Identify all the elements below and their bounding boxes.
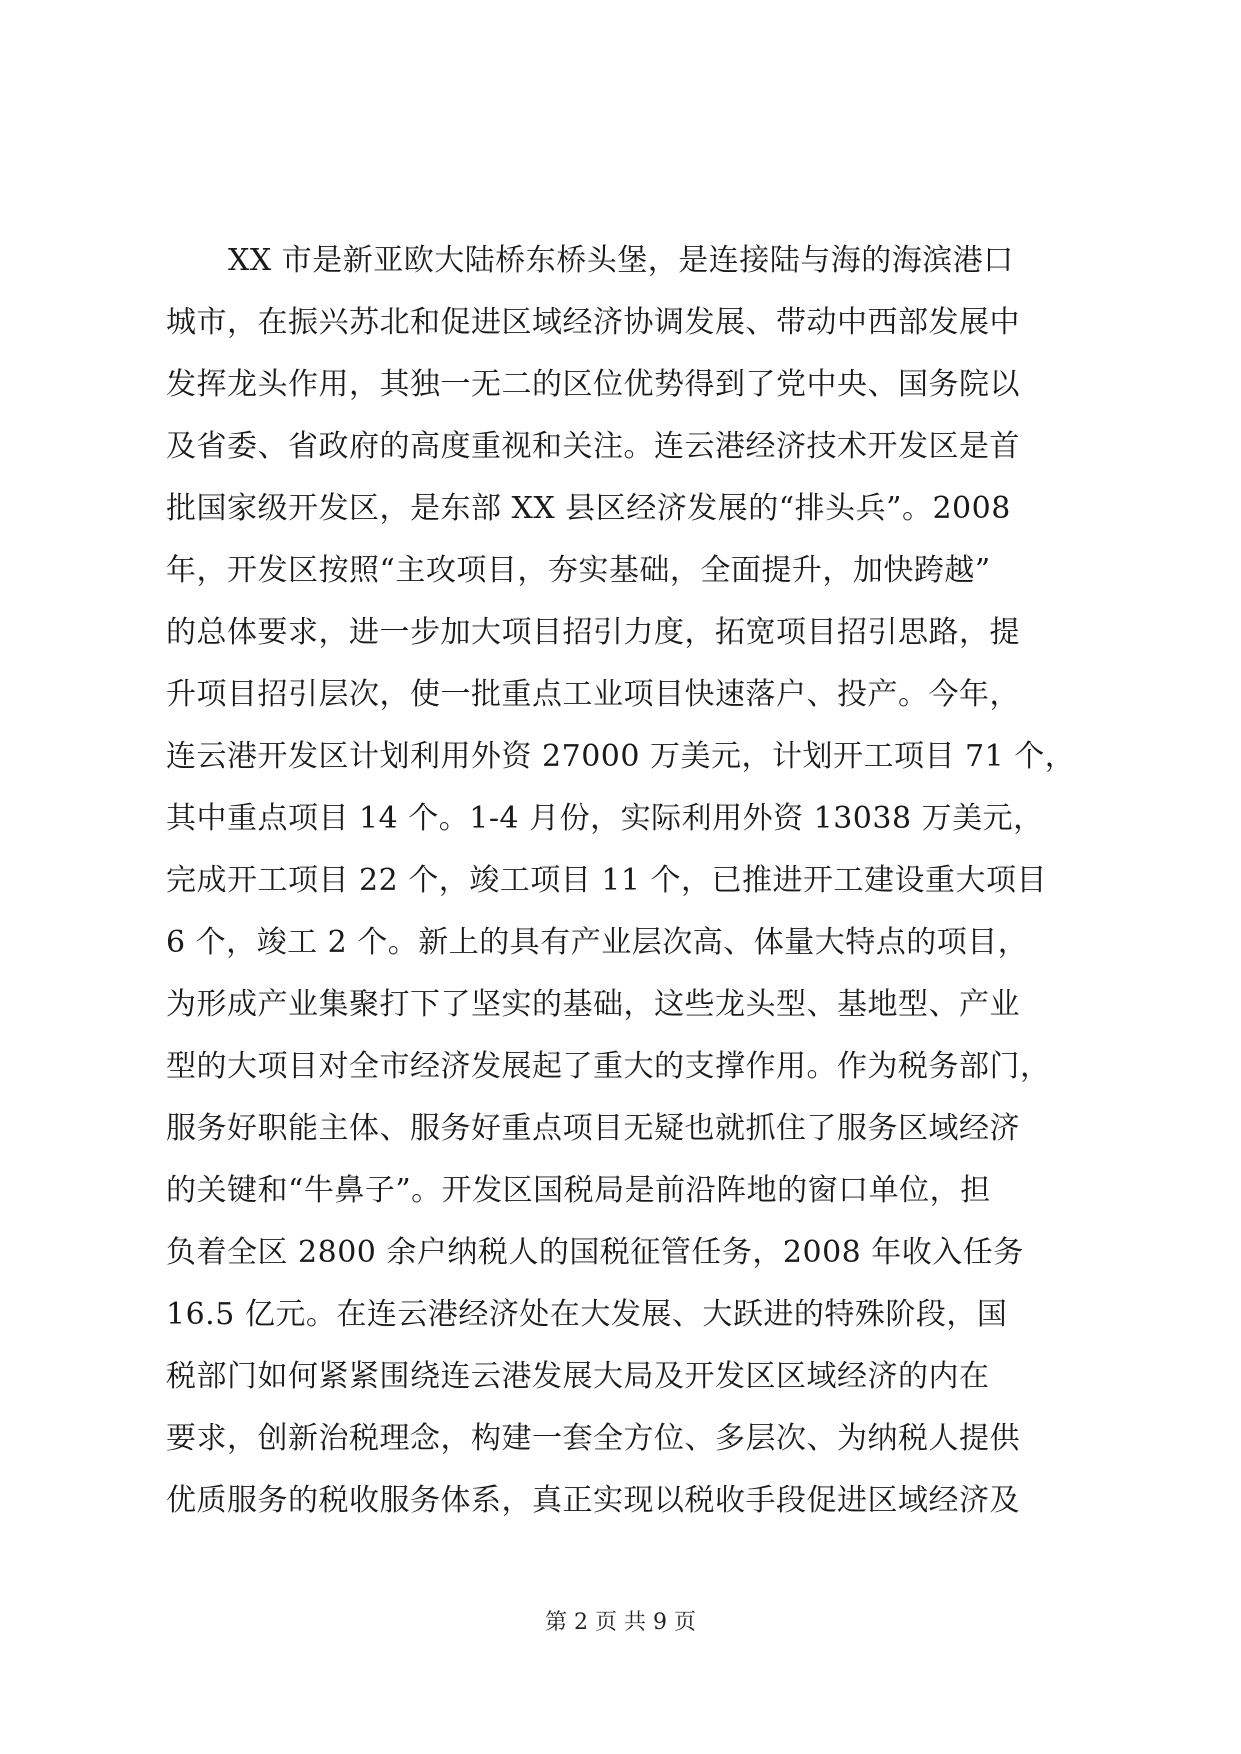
text-line: 批国家级开发区，是东部 XX 县区经济发展的“排头兵”。2008: [166, 491, 1011, 526]
text-line: 的总体要求，进一步加大项目招引力度，拓宽项目招引思路，提: [166, 615, 1020, 650]
text-line: 及省委、省政府的高度重视和关注。连云港经济技术开发区是首: [166, 429, 1020, 464]
page-footer: 第 2 页 共 9 页: [545, 1610, 696, 1635]
text-line: 6 个，竣工 2 个。新上的具有产业层次高、体量大特点的项目，: [166, 925, 1029, 960]
text-line: 型的大项目对全市经济发展起了重大的支撑作用。作为税务部门，: [166, 1049, 1051, 1084]
text-line: 升项目招引层次，使一批重点工业项目快速落户、投产。今年，: [166, 677, 1020, 712]
text-line: 优质服务的税收服务体系，真正实现以税收手段促进区域经济及: [166, 1483, 1020, 1518]
text-line: 城市，在振兴苏北和促进区域经济协调发展、带动中西部发展中: [166, 305, 1020, 340]
text-line: 连云港开发区计划利用外资 27000 万美元，计划开工项目 71 个，: [166, 739, 1076, 774]
text-line: 为形成产业集聚打下了坚实的基础，这些龙头型、基地型、产业: [166, 987, 1020, 1022]
text-line: 的关键和“牛鼻子”。开发区国税局是前沿阵地的窗口单位，担: [166, 1173, 991, 1208]
text-line: 年，开发区按照“主攻项目，夯实基础，全面提升，加快跨越”: [166, 553, 991, 588]
text-line: 16.5 亿元。在连云港经济处在大发展、大跃进的特殊阶段，国: [166, 1297, 1008, 1332]
body-paragraph: [166, 230, 1086, 1532]
text-line: 完成开工项目 22 个，竣工项目 11 个，已推进开工建设重大项目: [166, 863, 1047, 898]
text-line: 要求，创新治税理念，构建一套全方位、多层次、为纳税人提供: [166, 1421, 1020, 1456]
text-line: 服务好职能主体、服务好重点项目无疑也就抓住了服务区域经济: [166, 1111, 1020, 1146]
text-line: 其中重点项目 14 个。1-4 月份，实际利用外资 13038 万美元，: [166, 801, 1044, 836]
text-line: 发挥龙头作用，其独一无二的区位优势得到了党中央、国务院以: [166, 367, 1020, 402]
text-line: 负着全区 2800 余户纳税人的国税征管任务，2008 年收入任务: [166, 1235, 1024, 1270]
text-line: XX 市是新亚欧大陆桥东桥头堡，是连接陆与海的海滨港口: [228, 243, 1014, 278]
text-line: 税部门如何紧紧围绕连云港发展大局及开发区区域经济的内在: [166, 1359, 990, 1394]
